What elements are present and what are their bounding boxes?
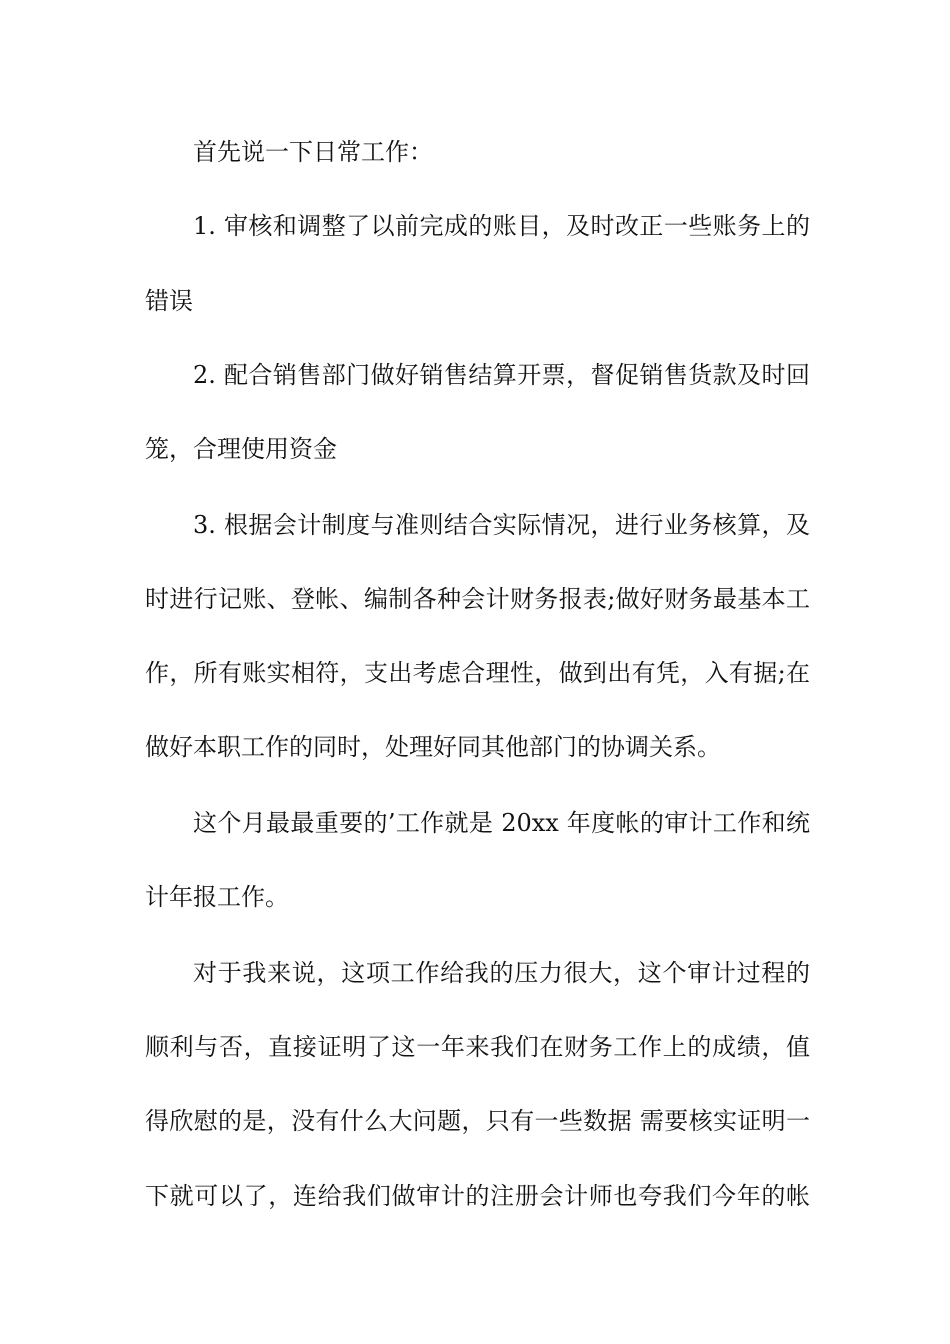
paragraph-line: 首先说一下日常工作： [193, 138, 433, 166]
paragraph-line: 1. 审核和调整了以前完成的账目，及时改正一些账务上的 [193, 212, 810, 240]
paragraph-line: 错误 [145, 287, 193, 315]
paragraph-line: 做好本职工作的同时，处理好同其他部门的协调关系。 [145, 733, 721, 761]
paragraph-line: 顺利与否，直接证明了这一年来我们在财务工作上的成绩，值 [145, 1033, 810, 1061]
paragraph-line: 作，所有账实相符，支出考虑合理性，做到出有凭，入有据;在 [145, 659, 810, 687]
paragraph-line: 时进行记账、登帐、编制各种会计财务报表;做好财务最基本工 [145, 585, 810, 613]
paragraph-line: 这个月最最重要的’工作就是 20xx 年度帐的审计工作和统 [193, 809, 810, 837]
paragraph-line: 得欣慰的是，没有什么大问题，只有一些数据 需要核实证明一 [145, 1107, 810, 1135]
paragraph-line: 笼，合理使用资金 [145, 435, 337, 463]
paragraph-line: 对于我来说，这项工作给我的压力很大，这个审计过程的 [193, 959, 810, 987]
paragraph-line: 下就可以了，连给我们做审计的注册会计师也夸我们今年的帐 [145, 1182, 810, 1210]
paragraph-line: 3. 根据会计制度与准则结合实际情况，进行业务核算，及 [193, 511, 810, 539]
paragraph-line: 2. 配合销售部门做好销售结算开票，督促销售货款及时回 [193, 361, 810, 389]
paragraph-line: 计年报工作。 [145, 883, 289, 911]
